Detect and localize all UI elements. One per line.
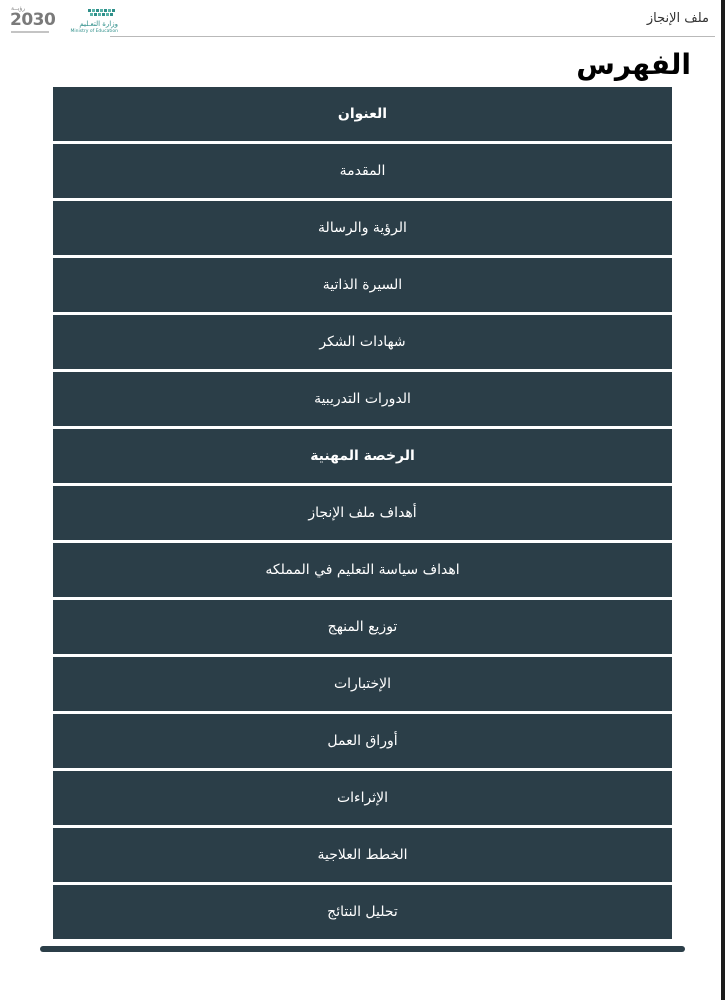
index-row-label: تحليل النتائج <box>327 904 398 920</box>
index-row <box>53 600 672 654</box>
index-row-label: الإختبارات <box>333 676 392 692</box>
vision-small-text: رؤيــة <box>11 5 26 12</box>
index-row <box>53 258 672 312</box>
ministry-name-ar: وزارة التعـليم <box>79 20 118 28</box>
index-row-label: الإثراءات <box>336 790 389 806</box>
index-row <box>53 315 672 369</box>
index-row-label: توزيع المنهج <box>327 619 398 635</box>
index-row-label: الخطط العلاجية <box>317 847 408 863</box>
index-table <box>53 87 672 942</box>
index-row <box>53 657 672 711</box>
vision-underline <box>11 31 49 33</box>
index-row-label: اهداف سياسة التعليم في المملكه <box>265 562 460 578</box>
ministry-mark-icon <box>88 7 118 19</box>
index-row <box>53 543 672 597</box>
index-row <box>53 372 672 426</box>
vision-number: 2030 <box>10 10 56 30</box>
index-row <box>53 201 672 255</box>
index-row-label: السيرة الذاتية <box>322 277 403 293</box>
index-row-label: الرؤية والرسالة <box>318 220 407 236</box>
index-row <box>53 714 672 768</box>
vision-2030-logo <box>8 2 56 38</box>
index-row-label: الرخصة المهنية <box>310 448 415 464</box>
index-row-label: العنوان <box>337 106 388 122</box>
index-row <box>53 828 672 882</box>
ministry-logo <box>56 5 120 37</box>
index-row <box>53 885 672 939</box>
header-title: ملف الإنجاز <box>646 11 709 26</box>
page-edge <box>721 0 725 1000</box>
page-title: الفهرس <box>576 48 691 81</box>
index-row <box>53 486 672 540</box>
index-row-label: أهداف ملف الإنجاز <box>308 505 417 521</box>
index-row <box>53 87 672 141</box>
index-row <box>53 771 672 825</box>
header-divider <box>110 36 715 37</box>
index-row-label: أوراق العمل <box>327 733 398 749</box>
index-row <box>53 144 672 198</box>
ministry-name-en: Ministry of Education <box>70 29 118 34</box>
index-row-label: المقدمة <box>339 163 386 179</box>
footer-bar <box>40 946 685 952</box>
logo <box>8 2 120 38</box>
index-row-label: الدورات التدريبية <box>314 391 411 407</box>
index-row <box>53 429 672 483</box>
index-row-label: شهادات الشكر <box>319 334 406 350</box>
